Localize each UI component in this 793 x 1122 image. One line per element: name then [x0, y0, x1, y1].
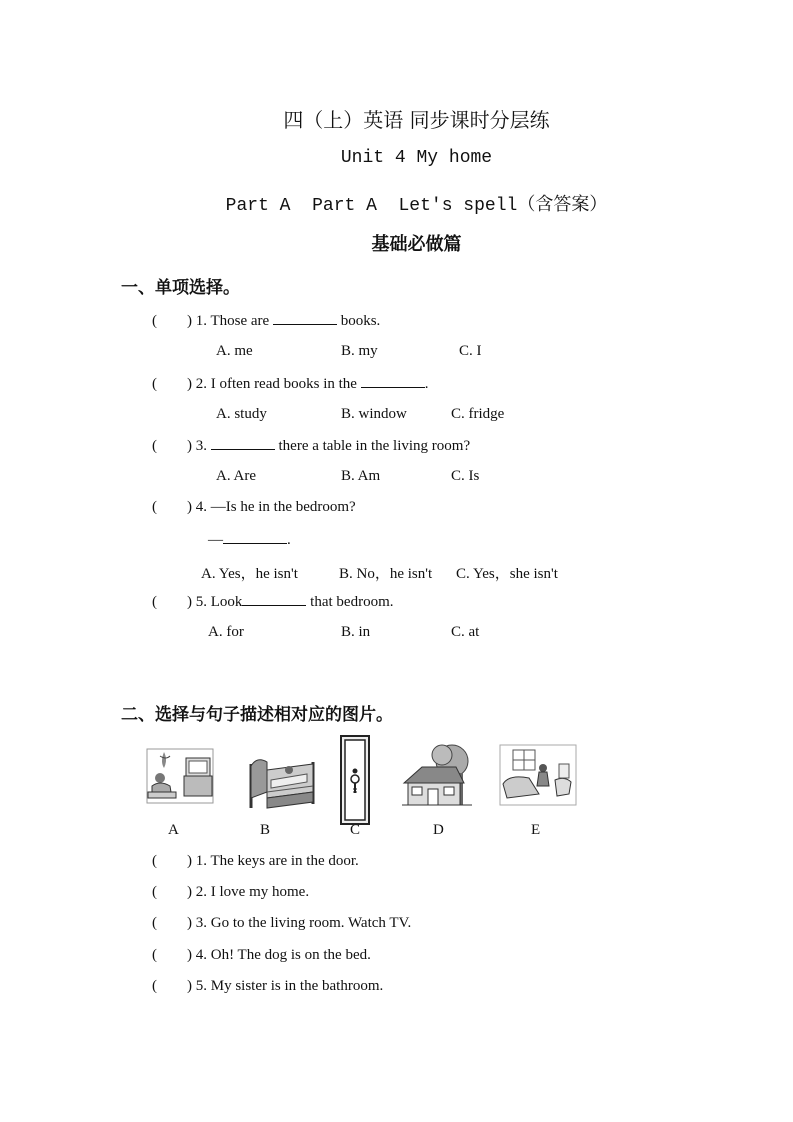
- living-room-tv-icon: [146, 748, 214, 804]
- answer-blank[interactable]: [242, 593, 306, 606]
- option-a: A. Are: [216, 468, 256, 484]
- answer-paren[interactable]: ( ): [152, 438, 192, 454]
- option-a: A. study: [216, 406, 267, 422]
- question-text: .: [424, 376, 429, 392]
- picture-letter-d: D: [433, 822, 444, 838]
- answer-blank[interactable]: [211, 437, 275, 450]
- option-b: B. window: [341, 406, 407, 422]
- question-text: there a table in the living room?: [274, 438, 471, 454]
- option-b: B. Am: [341, 468, 381, 484]
- sentence-5: ( ) 5. My sister is in the bathroom.: [152, 978, 384, 994]
- question-1: [152, 312, 380, 330]
- part-title: Part A Part A Let's spell（含答案）: [225, 196, 608, 216]
- answer-paren[interactable]: ( ): [152, 499, 192, 515]
- answer-paren[interactable]: ( ): [152, 978, 192, 994]
- answer-paren[interactable]: ( ): [152, 915, 192, 931]
- question-2: [152, 375, 428, 393]
- option-b: B. my: [341, 343, 378, 359]
- answer-paren[interactable]: ( ): [152, 853, 192, 869]
- question-4: [152, 499, 356, 516]
- section2-heading: 二、选择与句子描述相对应的图片。: [121, 705, 393, 725]
- picture-letter-e: E: [531, 822, 541, 838]
- page-title: 四（上）英语 同步课时分层练: [283, 108, 550, 132]
- answer-paren[interactable]: ( ): [152, 376, 192, 392]
- option-c: C. Is: [451, 468, 480, 484]
- question-text: 1. Those are: [195, 313, 273, 329]
- sentence-1: ( ) 1. The keys are in the door.: [152, 853, 359, 869]
- section1-heading: 一、单项选择。: [121, 278, 240, 298]
- option-c: C. I: [459, 343, 482, 359]
- question-text: 3.: [195, 438, 211, 454]
- option-a: A. for: [208, 624, 244, 640]
- question-text: 4. —Is he in the bedroom?: [195, 499, 356, 515]
- answer-blank[interactable]: [361, 375, 425, 388]
- level-title: 基础必做篇: [371, 234, 462, 255]
- question-text: 2. I often read books in the: [195, 376, 361, 392]
- question-text: books.: [336, 313, 381, 329]
- question-3: [152, 437, 470, 455]
- option-c: C. fridge: [451, 406, 505, 422]
- answer-blank[interactable]: [273, 312, 337, 325]
- answer-paren[interactable]: ( ): [152, 594, 192, 610]
- house-tree-icon: [402, 743, 472, 807]
- sentence-2: ( ) 2. I love my home.: [152, 884, 310, 900]
- door-keys-icon: [339, 735, 371, 825]
- bathroom-icon: [499, 744, 577, 806]
- answer-paren[interactable]: ( ): [152, 884, 192, 900]
- question-text: 5. Look: [195, 594, 243, 610]
- option-c: C. at: [451, 624, 480, 640]
- option-b: B. No，he isn't: [339, 566, 433, 582]
- option-c: C. Yes，she isn't: [456, 566, 558, 582]
- bed-icon: [247, 752, 317, 810]
- question-5: [152, 593, 394, 611]
- unit-title: Unit 4 My home: [340, 148, 493, 168]
- picture-letter-a: A: [168, 822, 179, 838]
- answer-paren[interactable]: ( ): [152, 313, 192, 329]
- answer-line: — .: [208, 532, 291, 548]
- option-b: B. in: [341, 624, 371, 640]
- picture-letter-c: C: [350, 822, 361, 838]
- question-text: that bedroom.: [306, 594, 394, 610]
- sentence-3: ( ) 3. Go to the living room. Watch TV.: [152, 915, 412, 931]
- answer-paren[interactable]: ( ): [152, 947, 192, 963]
- picture-letter-b: B: [260, 822, 271, 838]
- sentence-4: ( ) 4. Oh! The dog is on the bed.: [152, 947, 371, 963]
- answer-blank[interactable]: [223, 531, 287, 544]
- option-a: A. Yes，he isn't: [201, 566, 298, 582]
- option-a: A. me: [216, 343, 253, 359]
